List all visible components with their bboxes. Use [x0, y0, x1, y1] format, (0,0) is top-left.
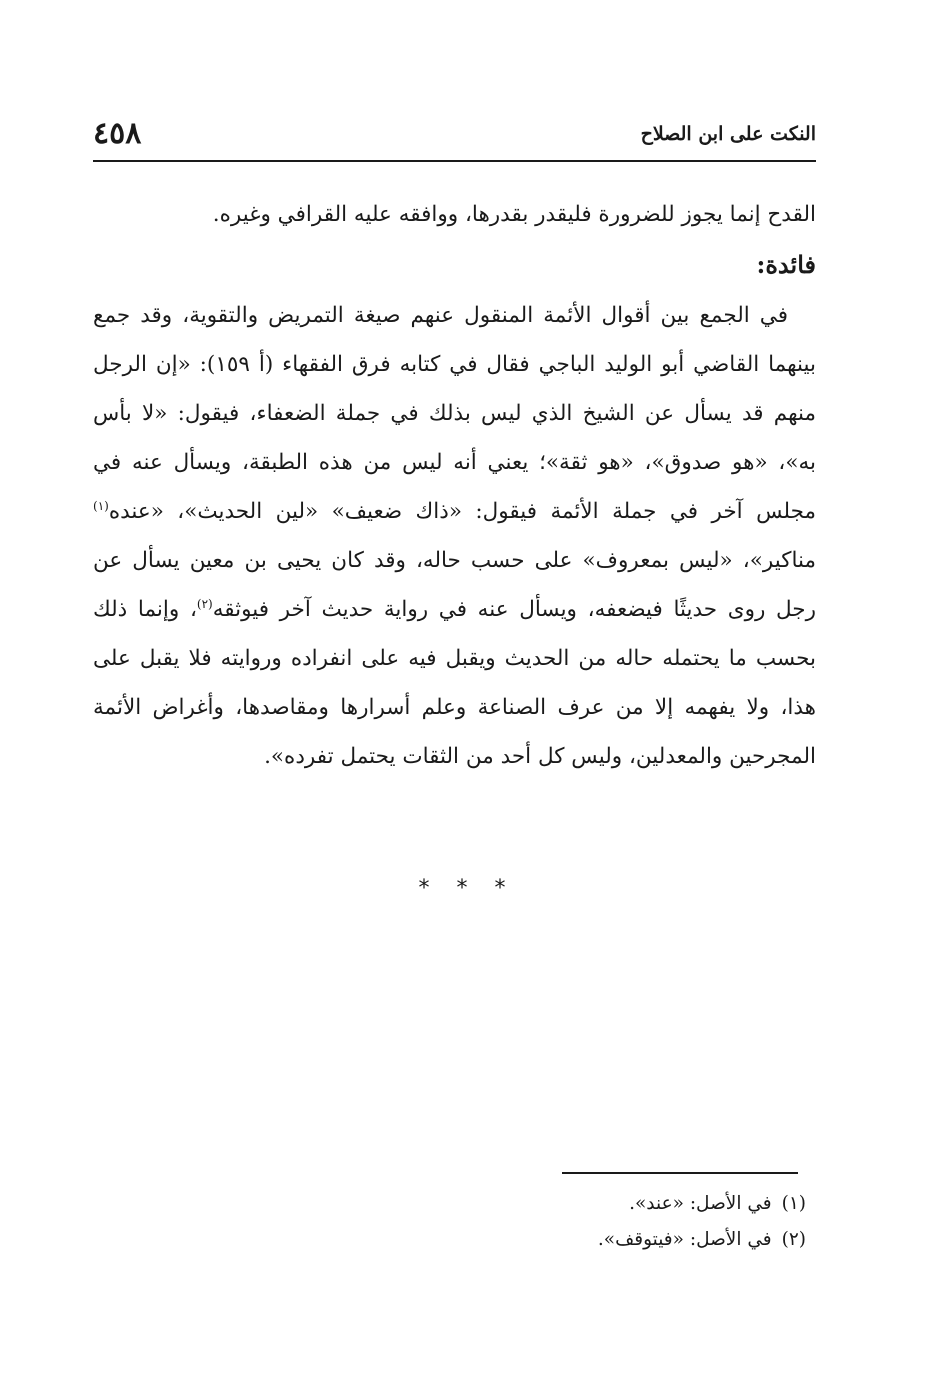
- main-text: [93, 190, 816, 781]
- page-number: ٤٥٨: [93, 116, 142, 151]
- footnote-2: [93, 1222, 806, 1258]
- paragraph-part-2: مناكير»، «ليس بمعروف» على حسب حاله، وقد كان يحيى بن معين يسأل عن رجل روى حديثًا فيضعفه، ويسأل عنه في رواية حديث آخر فيوثقه: [93, 548, 816, 622]
- footnote-marker-1[interactable]: (١): [93, 498, 109, 513]
- paragraph-part-1: في الجمع بين أقوال الأئمة المنقول عنهم صيغة التمريض والتقوية، وقد جمع بينهما القاضي أبو الوليد الباجي فقال في كتابه فرق الفقهاء (أ ١٥٩): «إن الرجل منهم قد يسأل عن الشيخ الذي ليس بذلك في جملة الضعفاء، فيقول: «لا بأس به»، «هو صدوق»، «هو ثقة»؛ يعني أنه ليس من هذه الطبقة، ويسأل عنه في مجلس آخر في جملة الأئمة فيقول: «ذاك ضعيف» «لين الحديث»، «عنده: [93, 303, 816, 524]
- footnote-text: في الأصل: «عند».: [629, 1193, 772, 1214]
- section-heading: فائدة:: [756, 250, 816, 279]
- footnote-number: (١): [781, 1193, 806, 1214]
- paragraph-part-3: ، وإنما ذلك بحسب ما يحتمله حاله من الحديث ويقبل فيه على انفراده وروايته فلا يقبل على هذا، ولا يفهمه إلا من عرف الصناعة وعلم أسرارها ومقاصدها، وأغراض الأئمة المجرحين والمعدلين، وليس كل أحد من الثقات يحتمل تفرده».: [93, 597, 816, 769]
- body-paragraph: [93, 291, 816, 781]
- footnote-text: في الأصل: «فيتوقف».: [597, 1229, 772, 1250]
- footnote-1: [93, 1186, 806, 1222]
- header-rule: [93, 160, 816, 162]
- footnotes: [93, 1186, 806, 1258]
- intro-line: القدح إنما يجوز للضرورة فليقدر بقدرها، ووافقه عليه القرافي وغيره.: [212, 202, 816, 227]
- section-separator: * * *: [418, 876, 516, 901]
- running-title: النكت على ابن الصلاح: [640, 122, 816, 145]
- footnote-rule: [562, 1172, 798, 1174]
- footnote-marker-2[interactable]: (٢): [196, 596, 213, 611]
- footnote-number: (٢): [781, 1229, 806, 1250]
- page-header: [93, 112, 816, 156]
